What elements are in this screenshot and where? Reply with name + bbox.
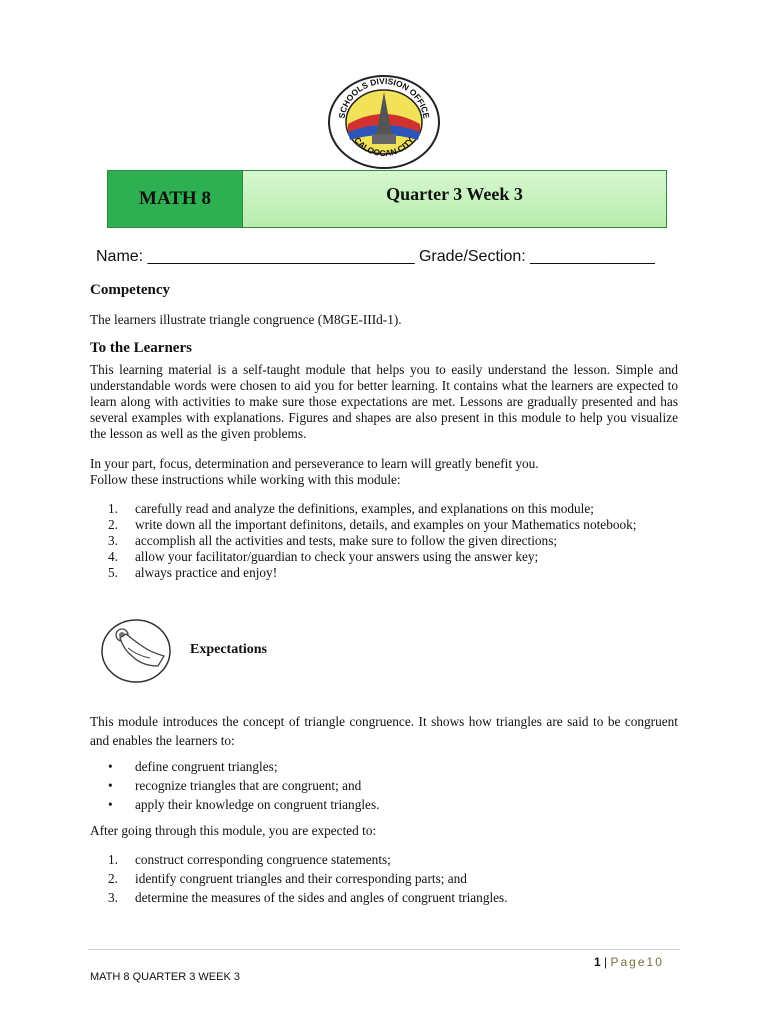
period-label: Quarter 3 Week 3 <box>243 171 666 227</box>
expectations-after: After going through this module, you are expected to: <box>90 823 377 838</box>
list-item: 2. identify congruent triangles and their corresponding parts; and <box>108 871 467 886</box>
list-item: 1. construct corresponding congruence statements; <box>108 852 391 867</box>
expectations-heading: Expectations <box>190 642 267 657</box>
goals-list <box>108 852 678 906</box>
expectations-intro: This module introduces the concept of triangle congruence. It shows how triangles are said to be congruent and enables the learners to: <box>90 714 678 748</box>
list-item: 2. write down all the important definitons, details, and examples on your Mathematics notebook; <box>108 517 637 532</box>
footer-divider <box>88 949 680 950</box>
list-item: 1. carefully read and analyze the definitions, examples, and explanations on this module; <box>108 501 594 516</box>
to-learners-heading: To the Learners <box>90 340 192 356</box>
logo-bottom-text: CALOOCAN CITY <box>352 135 416 159</box>
list-item: 3. accomplish all the activities and tests, make sure to follow the given directions; <box>108 533 558 548</box>
to-learners-part2: Follow these instructions while working with this module: <box>90 472 401 487</box>
page-number: 1 | Page10 <box>594 955 664 969</box>
subject-label: MATH 8 <box>108 171 243 227</box>
list-item: • recognize triangles that are congruent; and <box>108 778 362 793</box>
competency-text: The learners illustrate triangle congruence (M8GE-IIId-1). <box>90 312 402 327</box>
instructions-list <box>108 501 678 581</box>
division-logo <box>326 74 442 170</box>
competency-heading: Competency <box>90 282 170 298</box>
hand-touch-icon <box>98 616 176 686</box>
list-item: 4. allow your facilitator/guardian to check your answers using the answer key; <box>108 549 539 564</box>
expectations-bullets <box>108 759 668 816</box>
to-learners-part1: In your part, focus, determination and perseverance to learn will greatly benefit you. <box>90 456 539 471</box>
to-learners-intro: This learning material is a self-taught module that helps you to easily understand the lesson. Simple and understandable words were chosen to aid you for better learning. It contains what the learners are expected to learn along with activities to make sure those expectations are met. Lessons are gradually presented and has several examples with explanations. Figures and shapes are also present in this module to help you visualize the lesson as well as the given problems. <box>90 362 678 441</box>
name-grade-line: Name: ______________________________ Grade/Section: ______________ <box>96 248 655 265</box>
list-item: 5. always practice and enjoy! <box>108 565 278 580</box>
module-header <box>107 170 667 228</box>
list-item: • define congruent triangles; <box>108 759 278 774</box>
list-item: 3. determine the measures of the sides and angles of congruent triangles. <box>108 890 508 905</box>
list-item: • apply their knowledge on congruent triangles. <box>108 797 380 812</box>
footer-module-label: MATH 8 QUARTER 3 WEEK 3 <box>90 971 240 983</box>
logo-top-text: SCHOOLS DIVISION OFFICE <box>336 75 432 120</box>
